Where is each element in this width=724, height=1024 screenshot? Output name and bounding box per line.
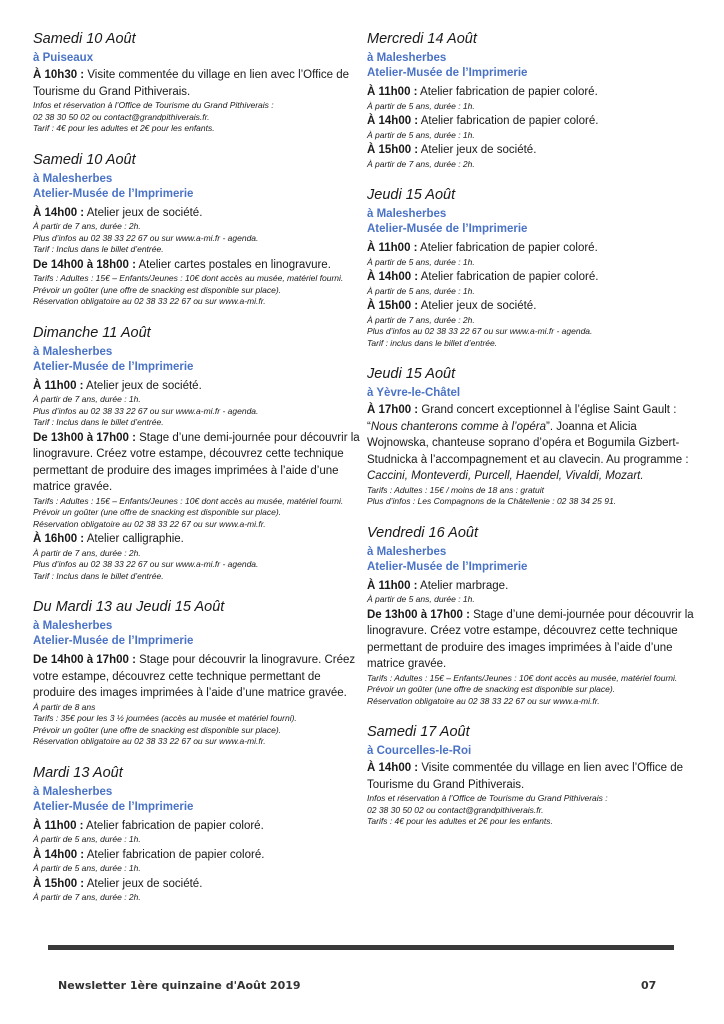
event-description: À 17h00 : Grand concert exceptionnel à l’église Saint Gault : “Nous chanterons comme à l’opéra”. Joanna et Alicia Wojnowska, chanteuse soprano d’opéra et Bogumila Gizbert-Studnicka à l’accompagnement et au clavecin. Au programme : Caccini, Monteverdi, Purcell, Haendel, Vivaldi, Mozart. <box>367 404 689 482</box>
event-note: Plus d’infos au 02 38 33 22 67 ou sur www.a-mi.fr - agenda. <box>33 232 259 243</box>
event-note: Tarif : 4€ pour les adultes et 2€ pour les enfants. <box>33 123 215 133</box>
event-place: à Malesherbes <box>367 52 447 64</box>
event-venue: Atelier-Musée de l’Imprimerie <box>33 800 194 813</box>
event-note: Tarifs : 35€ pour les 3 ½ journées (accès au musée et matériel fourni). <box>33 713 297 723</box>
event-note: À partir de 8 ans <box>33 701 96 712</box>
left-column <box>33 30 363 920</box>
event-description: À 15h00 : Atelier jeux de société. <box>367 144 537 156</box>
event-time: À 15h00 : <box>367 300 419 312</box>
event-note: Réservation obligatoire au 02 38 33 22 67 ou sur www.a-mi.fr. <box>33 296 266 306</box>
event-date: Mardi 13 Août <box>33 764 123 781</box>
event-note: À partir de 7 ans, durée : 2h. <box>33 221 141 231</box>
event-date: Samedi 17 Août <box>367 724 470 740</box>
event-time: À 14h00 : <box>367 762 419 774</box>
event-block <box>367 30 697 170</box>
event-note: Tarif : inclus dans le billet d’entrée. <box>367 337 498 348</box>
event-note: À partir de 5 ans, durée : 1h. <box>367 129 475 140</box>
event-time: À 11h00 : <box>367 86 418 98</box>
event-note: À partir de 7 ans, durée : 2h. <box>33 547 141 558</box>
event-date: Vendredi 16 Août <box>367 524 478 541</box>
footer-title: Newsletter 1ère quinzaine d'Août 2019 <box>58 979 301 992</box>
event-note: À partir de 5 ans, durée : 1h. <box>33 863 141 873</box>
event-date: Jeudi 15 Août <box>367 366 456 382</box>
event-place: à Yèvre-le-Châtel <box>367 387 461 399</box>
event-note: Tarifs : Adultes : 15€ / moins de 18 ans : gratuit <box>367 484 545 495</box>
event-block <box>367 723 697 828</box>
event-place: à Puiseaux <box>33 52 94 64</box>
event-place: à Malesherbes <box>33 785 113 798</box>
page-number: 07 <box>641 979 657 992</box>
event-time: À 15h00 : <box>367 144 419 156</box>
event-block <box>367 524 697 708</box>
event-time: De 14h00 à 17h00 : <box>33 654 136 666</box>
event-time: À 10h30 : <box>33 69 85 81</box>
event-description: À 10h30 : Visite commentée du village en lien avec l’Office de Tourisme du Grand Pithiverais. <box>33 69 349 98</box>
event-note: À partir de 5 ans, durée : 1h. <box>367 100 475 111</box>
event-block <box>367 186 697 349</box>
event-date: Samedi 10 Août <box>33 151 136 168</box>
event-time: À 14h00 : <box>33 848 85 861</box>
event-time: À 11h00 : <box>367 242 418 254</box>
event-place: à Courcelles-le-Roi <box>367 745 472 757</box>
event-note: Tarif : Inclus dans le billet d’entrée. <box>33 417 164 427</box>
event-time: À 17h00 : <box>367 404 419 416</box>
event-note: Réservation obligatoire au 02 38 33 22 67 ou sur www.a-mi.fr. <box>33 518 266 529</box>
event-time: À 16h00 : <box>33 533 85 545</box>
event-note: Plus d’infos : Les Compagnons de la Châtellenie : 02 38 34 25 91. <box>367 496 617 506</box>
event-time: À 11h00 : <box>367 579 418 592</box>
event-note: Tarif : Inclus dans le billet d’entrée. <box>33 244 164 254</box>
event-note: Tarif : Inclus dans le billet d’entrée. <box>33 570 164 581</box>
event-description: À 11h00 : Atelier fabrication de papier coloré. <box>367 242 598 254</box>
event-date: Du Mardi 13 au Jeudi 15 Août <box>33 599 225 615</box>
event-venue: Atelier-Musée de l’Imprimerie <box>33 635 194 647</box>
event-place: à Malesherbes <box>33 620 113 632</box>
event-note: Plus d’infos au 02 38 33 22 67 ou sur www.a-mi.fr - agenda. <box>33 559 259 569</box>
footer-divider <box>48 945 674 950</box>
event-place: à Malesherbes <box>33 172 113 185</box>
event-note: À partir de 5 ans, durée : 1h. <box>33 834 141 844</box>
event-note: Réservation obligatoire au 02 38 33 22 67 ou sur www.a-mi.fr. <box>33 736 266 746</box>
event-time: De 13h00 à 17h00 : <box>367 608 470 621</box>
event-note: Tarifs : Adultes : 15€ – Enfants/Jeunes : 10€ dont accès au musée, matériel fourni. Prévoir un goûter (une offre de snacking est disponible sur place). <box>33 495 344 517</box>
event-place: à Malesherbes <box>367 545 447 558</box>
event-note: Prévoir un goûter (une offre de snacking est disponible sur place). <box>33 724 282 735</box>
event-description: De 14h00 à 17h00 : Stage pour découvrir la linogravure. Créez votre estampe, découvrez cette technique permettant de produire des images imprimées à l’aide d’une matrice gravée. <box>33 654 356 699</box>
event-description: À 15h00 : Atelier jeux de société. <box>367 300 537 312</box>
event-description: De 13h00 à 17h00 : Stage d’une demi-journée pour découvrir la linogravure. Créez votre estampe, découvrez cette technique permettant de produire des images imprimées à l’aide d’une matrice gravée. <box>367 608 694 670</box>
event-description: À 11h00 : Atelier jeux de société. <box>33 379 202 392</box>
event-venue: Atelier-Musée de l’Imprimerie <box>33 360 194 373</box>
event-block <box>367 365 697 508</box>
event-description: À 15h00 : Atelier jeux de société. <box>33 877 203 890</box>
event-block <box>33 764 363 904</box>
event-time: À 11h00 : <box>33 379 84 392</box>
concert-program: Caccini, Monteverdi, Purcell, Haendel, Vivaldi, Mozart. <box>367 470 644 482</box>
event-block <box>33 151 363 308</box>
event-note: Infos et réservation à l’Office de Tourisme du Grand Pithiverais : <box>367 793 608 803</box>
event-venue: Atelier-Musée de l’Imprimerie <box>367 560 528 573</box>
event-date: Dimanche 11 Août <box>33 324 151 341</box>
event-note: Infos et réservation à l’Office de Tourisme du Grand Pithiverais : <box>33 100 274 110</box>
event-description: À 14h00 : Atelier jeux de société. <box>33 206 203 219</box>
event-note: Plus d’infos au 02 38 33 22 67 ou sur www.a-mi.fr - agenda. <box>367 326 593 336</box>
event-description: À 11h00 : Atelier marbrage. <box>367 579 509 592</box>
event-description: À 14h00 : Atelier fabrication de papier coloré. <box>367 271 599 283</box>
event-time: À 15h00 : <box>33 877 85 890</box>
event-note: Tarifs : 4€ pour les adultes et 2€ pour les enfants. <box>367 816 553 826</box>
event-date: Mercredi 14 Août <box>367 31 477 47</box>
event-description: De 13h00 à 17h00 : Stage d’une demi-journée pour découvrir la linogravure. Créez votre estampe, découvrez cette technique permettant de produire des images imprimées à l’aide d’une matrice gravée. <box>33 431 360 493</box>
event-description: À 11h00 : Atelier fabrication de papier coloré. <box>367 86 598 98</box>
event-venue: Atelier-Musée de l’Imprimerie <box>367 67 528 79</box>
event-description: De 14h00 à 18h00 : Atelier cartes postales en linogravure. <box>33 258 331 271</box>
event-note: Plus d’infos au 02 38 33 22 67 ou sur www.a-mi.fr - agenda. <box>33 405 259 416</box>
event-description: À 14h00 : Visite commentée du village en lien avec l’Office de Tourisme du Grand Pithiverais. <box>367 762 683 791</box>
concert-title: Nous chanterons comme à l’opéra <box>370 420 546 433</box>
event-note: À partir de 7 ans, durée : 2h. <box>367 314 475 325</box>
event-time: À 11h00 : <box>33 819 84 832</box>
event-description: À 11h00 : Atelier fabrication de papier coloré. <box>33 819 264 832</box>
event-venue: Atelier-Musée de l’Imprimerie <box>33 187 194 200</box>
event-note: À partir de 7 ans, durée : 1h. <box>33 394 141 404</box>
event-note: À partir de 5 ans, durée : 1h. <box>367 285 475 296</box>
event-block <box>33 598 363 748</box>
event-place: à Malesherbes <box>33 345 113 358</box>
event-description: À 16h00 : Atelier calligraphie. <box>33 533 184 545</box>
event-note: À partir de 5 ans, durée : 1h. <box>367 594 475 604</box>
event-time: De 14h00 à 18h00 : <box>33 258 136 271</box>
event-date: Samedi 10 Août <box>33 31 136 47</box>
event-place: à Malesherbes <box>367 208 447 220</box>
event-date: Jeudi 15 Août <box>367 187 456 203</box>
event-note: Tarifs : Adultes : 15€ – Enfants/Jeunes : 10€ dont accès au musée, matériel fourni. Prévoir un goûter (une offre de snacking est disponible sur place). <box>367 672 678 694</box>
event-note: 02 38 30 50 02 ou contact@grandpithiverais.fr. <box>33 111 210 122</box>
right-column <box>367 30 697 844</box>
event-note: À partir de 7 ans, durée : 2h. <box>33 892 141 902</box>
event-note: À partir de 7 ans, durée : 2h. <box>367 158 475 169</box>
event-time: À 14h00 : <box>367 115 419 127</box>
event-venue: Atelier-Musée de l’Imprimerie <box>367 223 528 235</box>
event-note: Réservation obligatoire au 02 38 33 22 67 ou sur www.a-mi.fr. <box>367 695 600 706</box>
event-note: Tarifs : Adultes : 15€ – Enfants/Jeunes : 10€ dont accès au musée, matériel fourni. Prévoir un goûter (une offre de snacking est disponible sur place). <box>33 273 344 295</box>
event-block <box>33 30 363 135</box>
event-description: À 14h00 : Atelier fabrication de papier coloré. <box>367 115 599 127</box>
event-time: De 13h00 à 17h00 : <box>33 431 136 444</box>
event-block <box>33 324 363 583</box>
event-note: 02 38 30 50 02 ou contact@grandpithiverais.fr. <box>367 804 544 815</box>
event-note: À partir de 5 ans, durée : 1h. <box>367 256 475 267</box>
event-time: À 14h00 : <box>33 206 85 219</box>
event-time: À 14h00 : <box>367 271 419 283</box>
event-description: À 14h00 : Atelier fabrication de papier coloré. <box>33 848 265 861</box>
